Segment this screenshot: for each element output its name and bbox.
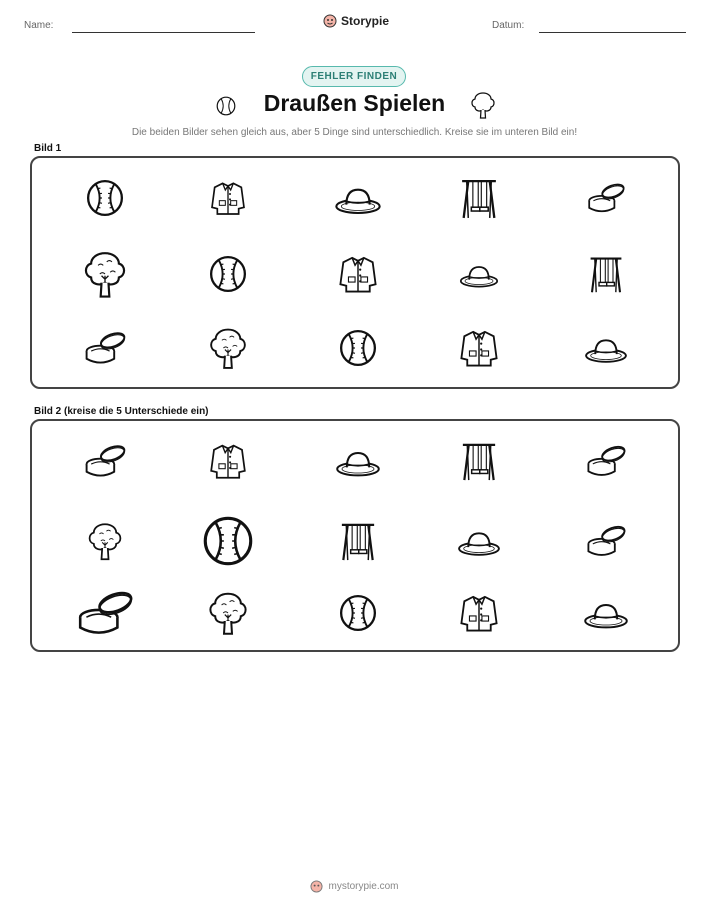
jacket-icon[interactable] <box>457 591 501 635</box>
cream-jar-icon <box>82 325 128 371</box>
date-line[interactable] <box>539 32 686 33</box>
storypie-logo-icon <box>310 880 323 893</box>
picture1-panel <box>30 156 680 389</box>
hat-icon[interactable] <box>334 437 382 485</box>
brand-name: Storypie <box>341 14 390 28</box>
hat-icon <box>333 173 383 223</box>
picture2-panel[interactable] <box>30 419 680 652</box>
name-line[interactable] <box>72 32 255 33</box>
swing-icon <box>456 175 502 221</box>
jacket-icon <box>336 252 380 296</box>
picture1-label: Bild 1 <box>34 143 62 154</box>
brand-logo <box>323 14 389 28</box>
swing-icon[interactable] <box>336 519 380 563</box>
hat-icon[interactable] <box>582 589 630 637</box>
baseball-icon <box>205 251 251 297</box>
baseball-icon[interactable] <box>335 590 381 636</box>
instructions: Die beiden Bilder sehen gleich aus, aber 5 Dinge sind unterschiedlich. Kreise sie im unteren Bild ein! <box>131 127 578 138</box>
swing-icon <box>585 253 627 295</box>
jacket-icon <box>457 326 501 370</box>
baseball-icon <box>212 94 240 118</box>
activity-badge: FEHLER FINDEN <box>302 66 406 87</box>
baseball-icon <box>335 325 381 371</box>
tree-icon[interactable] <box>84 520 126 562</box>
name-label: Name: <box>24 20 54 31</box>
cream-jar-icon[interactable] <box>82 438 128 484</box>
hat-icon <box>458 253 500 295</box>
baseball-icon <box>82 175 128 221</box>
jacket-icon <box>208 178 248 218</box>
tree-icon <box>79 248 131 300</box>
footer-url[interactable]: mystorypie.com <box>328 881 399 892</box>
hat-icon <box>583 325 629 371</box>
jacket-icon[interactable] <box>207 440 249 482</box>
swing-icon[interactable] <box>457 439 501 483</box>
page-title: Draußen Spielen <box>263 90 446 116</box>
baseball-icon[interactable] <box>197 510 259 572</box>
cream-jar-icon <box>585 177 627 219</box>
cream-jar-icon[interactable] <box>74 582 136 644</box>
tree-icon <box>205 325 251 371</box>
tree-icon[interactable] <box>204 589 252 637</box>
storypie-logo-icon <box>323 14 337 28</box>
tree-icon <box>468 90 498 120</box>
picture2-label: Bild 2 (kreise die 5 Unterschiede ein) <box>34 406 209 417</box>
cream-jar-icon[interactable] <box>584 519 628 563</box>
date-label: Datum: <box>492 20 525 31</box>
footer <box>0 880 709 893</box>
cream-jar-icon[interactable] <box>584 439 628 483</box>
hat-icon[interactable] <box>456 518 502 564</box>
